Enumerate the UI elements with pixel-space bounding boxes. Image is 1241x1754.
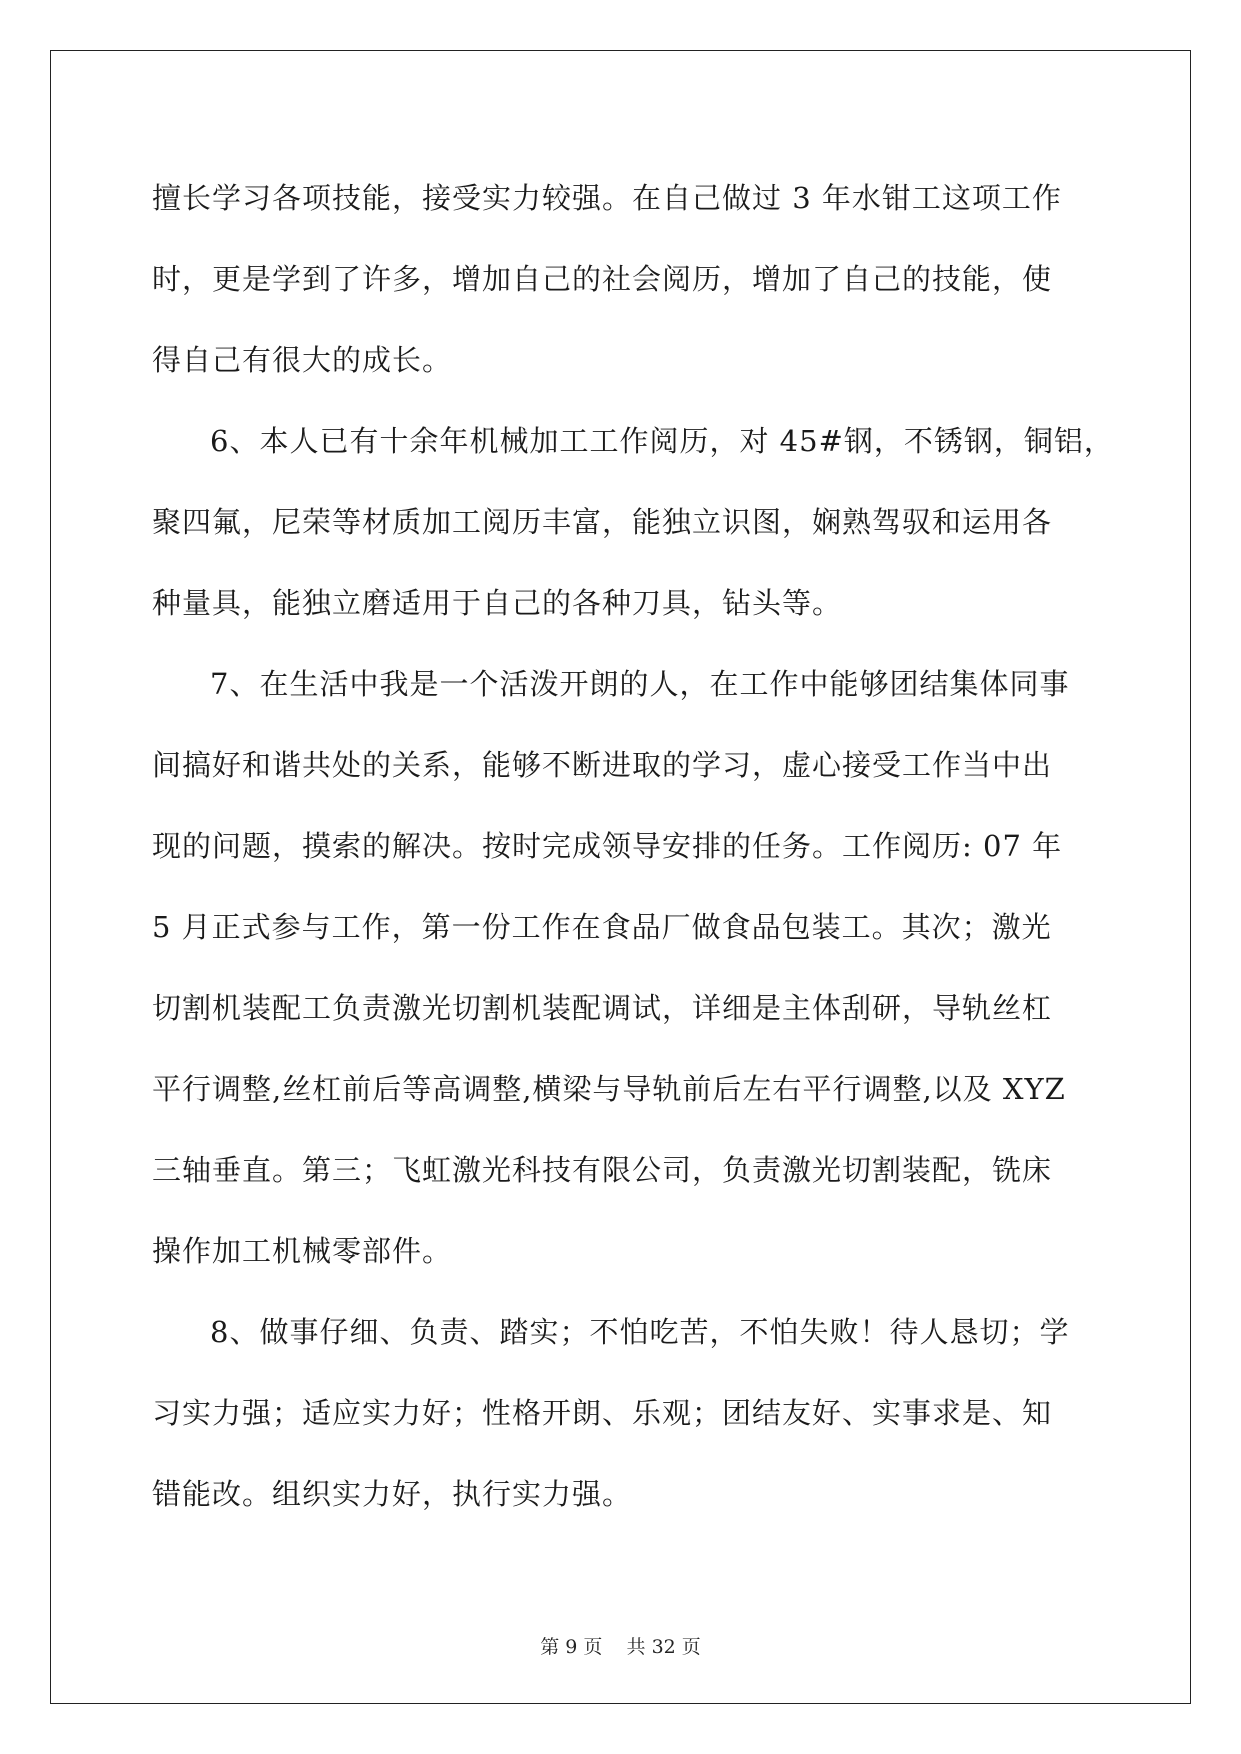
paragraph-6-start: 6、本人已有十余年机械加工工作阅历，对 45#钢，不锈钢，铜铝， [210,424,1114,458]
text-line: 切割机装配工负责激光切割机装配调试，详细是主体刮研，导轨丝杠 [152,991,1053,1025]
text-line: 操作加工机械零部件。 [152,1234,453,1268]
text-line: 擅长学习各项技能，接受实力较强。在自己做过 3 年水钳工这项工作 [152,181,1062,215]
text-line: 种量具，能独立磨适用于自己的各种刀具，钻头等。 [152,586,843,620]
text-line: 5 月正式参与工作，第一份工作在食品厂做食品包装工。其次；激光 [152,910,1052,944]
text-line: 三轴垂直。第三；飞虹激光科技有限公司，负责激光切割装配，铣床 [152,1153,1053,1187]
paragraph-8-start: 8、做事仔细、负责、踏实；不怕吃苦，不怕失败！待人恳切；学 [210,1315,1070,1349]
page-footer [0,1632,1241,1659]
text-line: 错能改。组织实力好，执行实力强。 [152,1477,633,1511]
text-line: 习实力强；适应实力好；性格开朗、乐观；团结友好、实事求是、知 [152,1396,1053,1430]
text-line: 聚四氟，尼荣等材质加工阅历丰富，能独立识图，娴熟驾驭和运用各 [152,505,1053,539]
text-line: 平行调整,丝杠前后等高调整,横梁与导轨前后左右平行调整,以及 XYZ [152,1072,1066,1106]
document-body [152,158,1114,1535]
text-line: 间搞好和谐共处的关系，能够不断进取的学习，虚心接受工作当中出 [152,748,1053,782]
text-line: 现的问题，摸索的解决。按时完成领导安排的任务。工作阅历: 07 年 [152,829,1063,863]
page-number: 第 9 页 [540,1636,603,1658]
text-line: 时，更是学到了许多，增加自己的社会阅历，增加了自己的技能，使 [152,262,1053,296]
text-line: 得自己有很大的成长。 [152,343,453,377]
paragraph-7-start: 7、在生活中我是一个活泼开朗的人，在工作中能够团结集体同事 [210,667,1070,701]
page-total: 共 32 页 [626,1636,701,1658]
